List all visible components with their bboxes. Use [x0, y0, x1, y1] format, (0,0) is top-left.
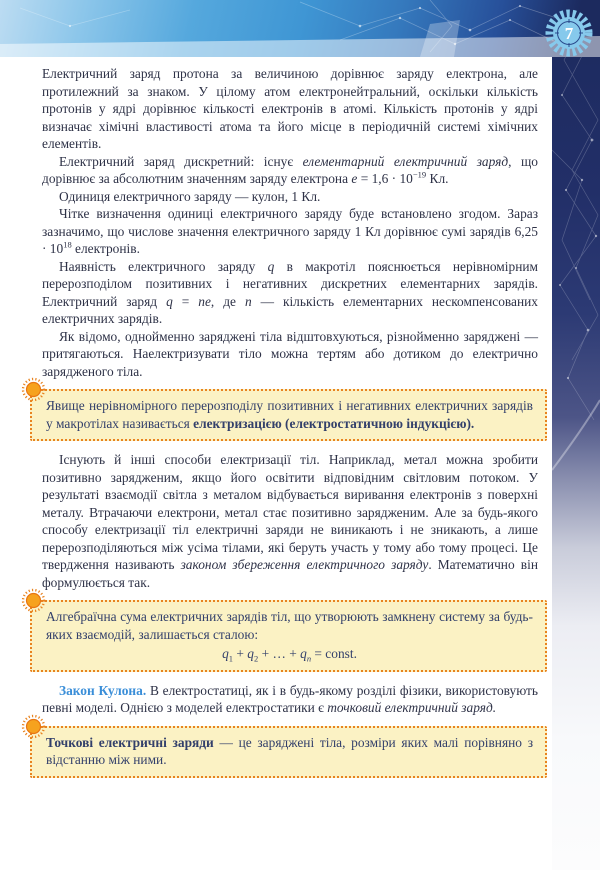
sun-icon — [20, 588, 47, 615]
text-run: Кл. — [426, 171, 449, 186]
text-run: , що дорівнює за абсолютним значенням заряду електрона — [42, 153, 538, 186]
text-run: q — [166, 293, 173, 309]
text-run: = const. — [311, 646, 357, 661]
text-run: , де — [210, 293, 245, 309]
text-run: + — [233, 646, 248, 661]
text-run: Точкові електричні заряди — [46, 734, 214, 750]
note-box — [30, 600, 547, 672]
text-run: e — [351, 171, 358, 186]
paragraph — [42, 65, 538, 153]
text-run: Закон Кулона. — [59, 682, 147, 698]
constellation-pattern — [0, 0, 600, 57]
note-box-text — [46, 734, 533, 769]
note-box-text — [46, 608, 533, 643]
text-run: Явище нерівномірного перерозподілу позитивних і негативних електричних зарядів у макротілах називається — [46, 398, 533, 431]
paragraph — [42, 258, 538, 328]
text-run: 1 — [228, 653, 234, 664]
paragraph — [42, 153, 538, 188]
text-run: Наявність електричного заряду — [59, 258, 268, 274]
text-run: В електростатиці, як і в будь-якому розділі фізики, використовують певні моделі. Однією з моделей електростатики є — [42, 682, 539, 715]
page-header — [0, 0, 600, 57]
constellation-pattern — [552, 0, 600, 520]
text-run: 2 — [253, 653, 259, 664]
text-run: електризацією (електростатичною індукцією). — [193, 415, 475, 431]
paragraph — [42, 188, 538, 206]
text-run: — кількість елементарних нескомпенсованих електричних зарядів. — [42, 293, 539, 326]
text-run: = — [172, 293, 199, 309]
text-run: електронів. — [71, 241, 140, 256]
text-run: n — [306, 653, 312, 664]
formula — [46, 645, 533, 663]
sun-icon — [20, 377, 47, 404]
text-run: q — [267, 258, 275, 274]
paragraph — [42, 328, 538, 381]
text-run: Електричний заряд дискретний: існує — [59, 153, 303, 169]
text-run: точковий електричний заряд. — [327, 700, 497, 715]
paragraph — [42, 682, 538, 717]
text-run: Одиниця електричного заряду — кулон, 1 Кл. — [59, 188, 321, 204]
text-run: Алгебраїчна сума електричних зарядів тіл, що утворюють замкнену систему за будь-яких взаємодій, залишається сталою: — [46, 609, 533, 642]
text-run: . Математично він формулюється так. — [42, 557, 538, 590]
page-number: 7 — [564, 24, 574, 43]
page-number-badge — [545, 9, 593, 57]
text-run: q — [300, 646, 307, 661]
text-run: Існують й інші способи електризації тіл. Наприклад, метал можна зробити позитивно зарядженим, якщо його освітити відповідним світловим потоком. У результаті взаємодії світла з металом відбувається виривання електронів з поверхні металу. Втрачаючи електрони, метал стає позитивно зарядженим. Але за будь-якого способу електризації тіл електричні заряди не виникають і не зникають, а лише перерозподіляються між усіма тілами, які беруть участь у тому або тому процесі. Це твердження називають — [42, 452, 538, 572]
note-box — [30, 389, 547, 441]
text-run: Електричний заряд протона за величиною дорівнює заряду електрона, але протилежний за знаком. У цілому атом електронейтральний, оскільки кількість протонів у ядрі дорівнює кількості електронів в атомі. Кількість протонів у ядрі визначає хімічні властивості атома та його місце в періодичній системі хімічних елементів. — [42, 66, 538, 151]
text-run: в макротіл пояснюється нерівномірним перерозподілом позитивних і негативних дискретних елементарних зарядів. Електричний заряд — [42, 258, 538, 309]
text-run: q — [247, 646, 254, 661]
text-run: елементарний електричний заряд — [302, 153, 509, 169]
sun-icon — [20, 714, 47, 741]
text-run: ne — [198, 293, 211, 309]
text-run: 18 — [63, 239, 72, 250]
text-run: — це заряджені тіла, розміри яких малі порівняно з відстанню між ними. — [46, 734, 533, 767]
paragraph — [42, 205, 538, 258]
text-run: −19 — [412, 169, 427, 180]
content-area — [0, 57, 552, 870]
text-run: = 1,6 · 10 — [357, 171, 413, 186]
right-sidebar — [552, 0, 600, 870]
text-run: q — [222, 646, 229, 661]
text-run: Чітке визначення одиниці електричного заряду буде встановлено згодом. Зараз зазначимо, що числове значення електричного заряду 1 Кл дорівнює сумі зарядів 6,25 · 10 — [42, 206, 538, 256]
note-box-text — [46, 397, 533, 432]
note-box — [30, 726, 547, 778]
text-run: n — [244, 293, 252, 309]
text-run: Як відомо, однойменно заряджені тіла відштовхуються, різнойменно заряджені — притягаються. Наелектризувати тіло можна тертям або дотиком до електрично зарядженого тіла. — [42, 328, 538, 379]
text-run: законом збереження електричного заряду — [180, 557, 429, 572]
gear-icon — [545, 9, 593, 57]
text-run: + … + — [258, 646, 301, 661]
paragraph — [42, 451, 538, 591]
